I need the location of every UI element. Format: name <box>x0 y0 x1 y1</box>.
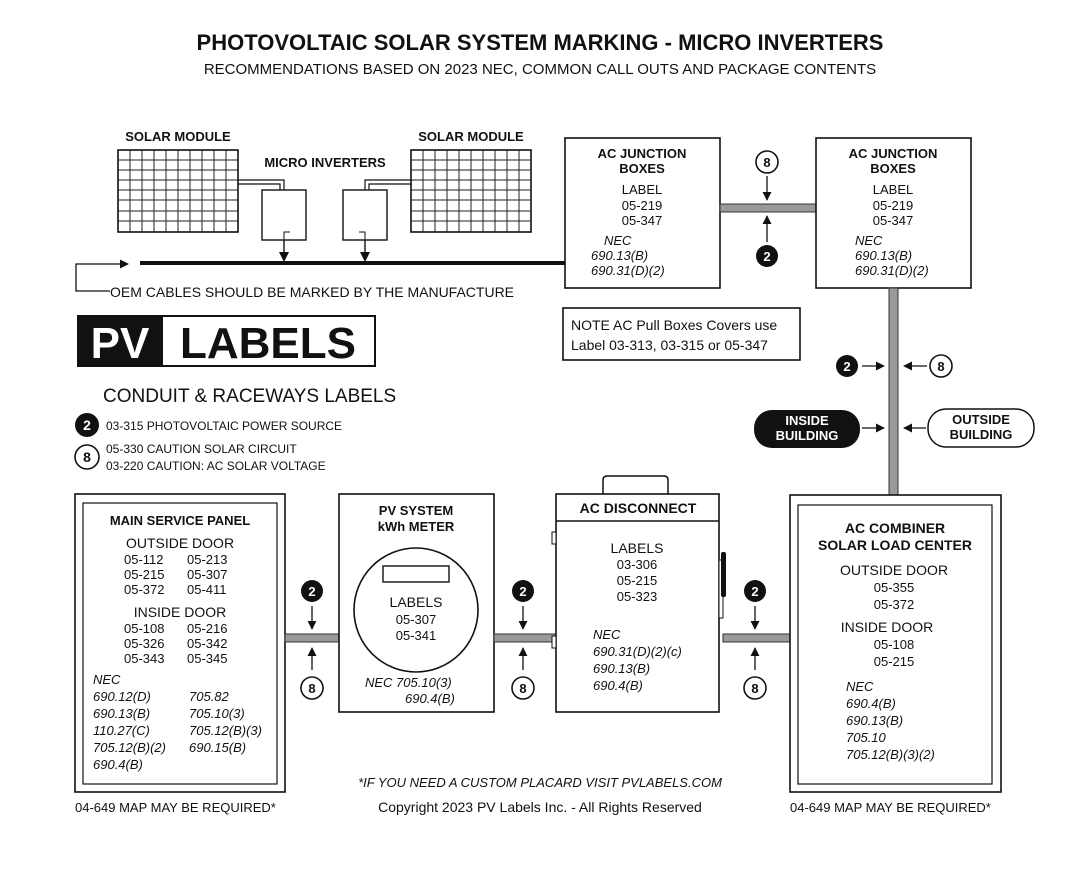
msp-code: 05-213 <box>187 552 228 567</box>
kwh-meter <box>339 494 494 712</box>
msp-code: 05-112 <box>124 552 164 567</box>
solar-module-left <box>118 150 238 232</box>
micro-inverter-2 <box>343 180 411 262</box>
msp-code: 05-215 <box>124 567 165 582</box>
ac-junction-box-left <box>565 138 720 288</box>
ajr-code: 05-219 <box>872 198 914 213</box>
msp-inside-door: INSIDE DOOR <box>133 604 227 620</box>
legend-item-8-line2: 03-220 CAUTION: AC SOLAR VOLTAGE <box>106 459 326 473</box>
msp-nec-code: 690.12(D) <box>93 689 151 704</box>
msp-outside-door: OUTSIDE DOOR <box>125 535 235 551</box>
outside-building-line2: BUILDING <box>949 427 1013 442</box>
trunk-cable <box>140 261 565 265</box>
oem-note: OEM CABLES SHOULD BE MARKED BY THE MANUFACTURE <box>110 284 515 300</box>
logo-labels: LABELS <box>180 319 356 368</box>
meter-title1: PV SYSTEM <box>378 503 454 518</box>
msp-code: 05-108 <box>124 621 165 636</box>
note-line1: NOTE AC Pull Boxes Covers use <box>571 317 778 333</box>
ac-disconnect <box>552 476 726 712</box>
combiner-nec-code: 705.12(B)(3)(2) <box>846 747 935 762</box>
msp-code: 05-372 <box>124 582 165 597</box>
legend-badge-2-text: 2 <box>83 417 91 433</box>
pipe-panel-to-meter <box>285 634 339 642</box>
disconnect-code: 05-323 <box>616 589 658 604</box>
ajr-title2: BOXES <box>870 161 916 176</box>
legend-badge-8-text: 8 <box>83 449 91 465</box>
ajl-nec: NEC <box>604 233 632 248</box>
inside-building-line2: BUILDING <box>775 428 839 443</box>
ajl-nec-code: 690.13(B) <box>591 248 649 263</box>
msp-nec-code: 705.12(B)(3) <box>189 723 262 738</box>
inside-building-tag <box>754 410 860 448</box>
meter-code: 05-341 <box>395 628 437 643</box>
msp-code: 05-326 <box>124 636 165 651</box>
msp-nec-code: 690.15(B) <box>189 740 247 755</box>
badge-8-text: 8 <box>937 359 945 374</box>
note-line2: Label 03-313, 03-315 or 05-347 <box>571 337 768 353</box>
ajr-title1: AC JUNCTION <box>848 146 938 161</box>
disconnect-nec-code: 690.13(B) <box>593 661 651 676</box>
page-subtitle: RECOMMENDATIONS BASED ON 2023 NEC, COMMON CALL OUTS AND PACKAGE CONTENTS <box>203 61 877 78</box>
page-title: PHOTOVOLTAIC SOLAR SYSTEM MARKING - MICRO INVERTERS <box>196 30 884 55</box>
combiner-nec-code: 705.10 <box>846 730 886 745</box>
solar-module-label-left: SOLAR MODULE <box>125 129 231 144</box>
msp-code: 05-216 <box>187 621 228 636</box>
badge-2-text: 2 <box>751 584 759 599</box>
msp-nec-code: 690.4(B) <box>93 757 143 772</box>
meter-code: 05-307 <box>395 612 437 627</box>
ajl-title1: AC JUNCTION <box>597 146 687 161</box>
pipe-junction-to-junction <box>720 204 816 212</box>
solar-module-label-right: SOLAR MODULE <box>418 129 524 144</box>
copyright: Copyright 2023 PV Labels Inc. - All Rights Reserved <box>378 799 702 815</box>
msp-code: 05-411 <box>187 582 227 597</box>
msp-code: 05-345 <box>187 651 228 666</box>
disconnect-nec-code: 690.4(B) <box>593 678 643 693</box>
msp-code: 05-343 <box>124 651 165 666</box>
ajr-nec-code: 690.31(D)(2) <box>855 263 929 278</box>
pv-labels-logo <box>78 316 375 368</box>
pipe-disconnect-to-combiner <box>723 634 790 642</box>
badge-2-text: 2 <box>519 584 527 599</box>
badge-2-text: 2 <box>308 584 316 599</box>
ajl-title2: BOXES <box>619 161 665 176</box>
ajr-code: 05-347 <box>872 213 914 228</box>
badge-8-text: 8 <box>308 681 316 696</box>
msp-nec-code: 705.12(B)(2) <box>93 740 166 755</box>
combiner-code: 05-215 <box>873 654 915 669</box>
disconnect-code: 05-215 <box>616 573 658 588</box>
combiner-code: 05-355 <box>873 580 915 595</box>
msp-nec-code: 705.82 <box>189 689 229 704</box>
ajl-code: 05-219 <box>621 198 663 213</box>
msp-nec-code: 110.27(C) <box>93 723 150 738</box>
meter-title2: kWh METER <box>377 519 455 534</box>
badge-2-text: 2 <box>843 359 851 374</box>
combiner-outside-door: OUTSIDE DOOR <box>839 562 949 578</box>
disconnect-labels: LABELS <box>610 540 664 556</box>
combiner-inside-door: INSIDE DOOR <box>840 619 934 635</box>
legend-item-8-line1: 05-330 CAUTION SOLAR CIRCUIT <box>106 442 297 456</box>
meter-nec2: 690.4(B) <box>405 691 455 706</box>
pipe-meter-to-disconnect <box>494 634 556 642</box>
micro-inverter-1 <box>238 180 306 262</box>
badge-2-text: 2 <box>763 249 771 264</box>
disconnect-nec-code: 690.31(D)(2)(c) <box>593 644 682 659</box>
outside-building-tag <box>928 409 1034 447</box>
msp-nec-code: 690.13(B) <box>93 706 151 721</box>
ac-combiner-load-center <box>790 495 1001 792</box>
msp-title: MAIN SERVICE PANEL <box>109 513 251 528</box>
disconnect-code: 03-306 <box>616 557 658 572</box>
meter-nec1: NEC 705.10(3) <box>365 675 452 690</box>
meter-labels: LABELS <box>389 594 443 610</box>
logo-pv: PV <box>90 319 150 368</box>
legend-item-2: 03-315 PHOTOVOLTAIC POWER SOURCE <box>106 419 343 433</box>
outside-building-line1: OUTSIDE <box>952 412 1010 427</box>
main-service-panel <box>75 494 285 792</box>
micro-inverters-label: MICRO INVERTERS <box>264 155 386 170</box>
ajr-label: LABEL <box>872 182 914 197</box>
badge-8-text: 8 <box>751 681 759 696</box>
msp-nec: NEC <box>93 672 121 687</box>
combiner-nec-code: 690.13(B) <box>846 713 904 728</box>
ajl-nec-code: 690.31(D)(2) <box>591 263 665 278</box>
pipe-vertical <box>889 288 898 495</box>
badge-8-text: 8 <box>763 155 771 170</box>
ac-junction-box-right <box>816 138 971 288</box>
ajl-code: 05-347 <box>621 213 663 228</box>
msp-nec-code: 705.10(3) <box>189 706 245 721</box>
disconnect-title: AC DISCONNECT <box>579 500 697 516</box>
combiner-code: 05-108 <box>873 637 915 652</box>
combiner-title1: AC COMBINER <box>844 520 946 536</box>
combiner-nec: NEC <box>846 679 874 694</box>
ajr-nec-code: 690.13(B) <box>855 248 913 263</box>
legend-title: CONDUIT & RACEWAYS LABELS <box>103 386 397 407</box>
custom-placard-note: *IF YOU NEED A CUSTOM PLACARD VISIT PVLABELS.COM <box>358 775 722 790</box>
disconnect-nec: NEC <box>593 627 621 642</box>
note-box <box>563 308 800 360</box>
footer-right-note: 04-649 MAP MAY BE REQUIRED* <box>790 800 991 815</box>
combiner-nec-code: 690.4(B) <box>846 696 896 711</box>
msp-code: 05-307 <box>187 567 228 582</box>
ajr-nec: NEC <box>855 233 883 248</box>
combiner-title2: SOLAR LOAD CENTER <box>818 537 972 553</box>
badge-8-text: 8 <box>519 681 527 696</box>
solar-module-right <box>411 150 531 232</box>
inside-building-line1: INSIDE <box>785 413 829 428</box>
ajl-label: LABEL <box>621 182 663 197</box>
msp-code: 05-342 <box>187 636 228 651</box>
footer-left-note: 04-649 MAP MAY BE REQUIRED* <box>75 800 276 815</box>
combiner-code: 05-372 <box>873 597 915 612</box>
